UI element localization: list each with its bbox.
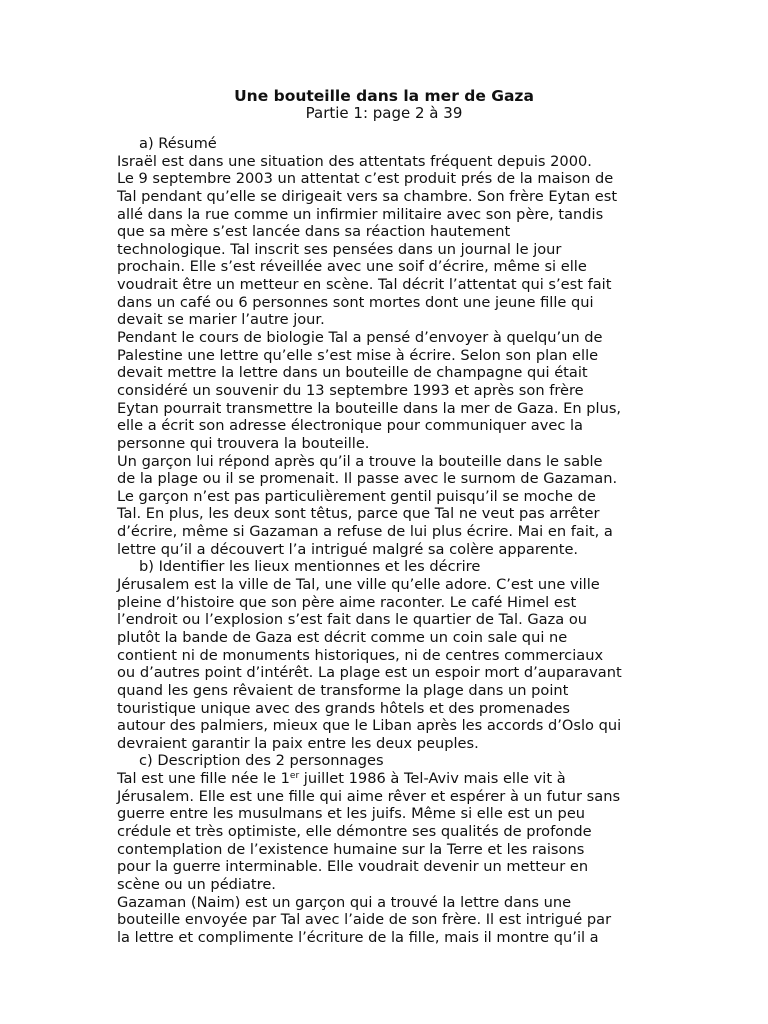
text-line: Eytan pourrait transmettre la bouteille dans la mer de Gaza. En plus, bbox=[117, 399, 622, 417]
text-line: allé dans la rue comme un infirmier militaire avec son père, tandis bbox=[117, 205, 604, 223]
section-heading-resume: a) Résumé bbox=[139, 135, 217, 152]
text-line: Le garçon n’est pas particulièrement gentil puisqu’il se moche de bbox=[117, 487, 596, 505]
text-line: personne qui trouvera la bouteille. bbox=[117, 434, 370, 452]
text-line: bouteille envoyée par Tal avec l’aide de son frère. Il est intrigué par bbox=[117, 911, 612, 929]
text-line: l’endroit ou l’explosion s’est fait dans le quartier de Tal. Gaza ou bbox=[117, 611, 588, 629]
section-heading-personnages: c) Description des 2 personnages bbox=[139, 752, 384, 770]
document-body bbox=[117, 135, 657, 946]
text-segment: Tal est une fille née le 1 bbox=[117, 770, 290, 788]
section-heading-lieux: b) Identifier les lieux mentionnes et les décrire bbox=[139, 558, 481, 576]
text-line: plutôt la bande de Gaza est décrit comme un coin sale qui ne bbox=[117, 628, 568, 646]
text-line: quand les gens rêvaient de transforme la plage dans un point bbox=[117, 681, 569, 699]
text-line: lettre qu’il a découvert l’a intrigué malgré sa colère apparente. bbox=[117, 540, 579, 558]
text-line: contemplation de l’existence humaine sur la Terre et les raisons bbox=[117, 840, 585, 858]
text-line: que sa mère s’est lancée dans sa réaction hautement bbox=[117, 223, 511, 241]
text-line: elle a écrit son adresse électronique pour communiquer avec la bbox=[117, 417, 583, 435]
text-line: autour des palmiers, mieux que le Liban après les accords d’Oslo qui bbox=[117, 717, 622, 735]
text-line: voudrait être un metteur en scène. Tal décrit l’attentat qui s’est fait bbox=[117, 276, 612, 294]
text-line: ou d’autres point d’intérêt. La plage est un espoir mort d’auparavant bbox=[117, 664, 622, 682]
text-line: pour la guerre interminable. Elle voudrait devenir un metteur en bbox=[117, 858, 589, 876]
text-line: de la plage ou il se promenait. Il passe avec le surnom de Gazaman. bbox=[117, 470, 618, 488]
text-line: Tal pendant qu’elle se dirigeait vers sa chambre. Son frère Eytan est bbox=[117, 187, 618, 205]
text-line-birthdate bbox=[117, 770, 657, 788]
text-line: scène ou un pédiatre. bbox=[117, 875, 276, 893]
text-line: guerre entre les musulmans et les juifs. Même si elle est un peu bbox=[117, 805, 586, 823]
text-segment: juillet 1986 à Tel-Aviv mais elle vit à bbox=[299, 770, 566, 788]
text-line: prochain. Elle s’est réveillée avec une soif d’écrire, même si elle bbox=[117, 258, 587, 276]
text-line: Un garçon lui répond après qu’il a trouve la bouteille dans le sable bbox=[117, 452, 603, 470]
text-line: considéré un souvenir du 13 septembre 1993 et après son frère bbox=[117, 381, 584, 399]
text-line: contient ni de monuments historiques, ni de centres commerciaux bbox=[117, 646, 604, 664]
text-line: Tal. En plus, les deux sont têtus, parce que Tal ne veut pas arrêter bbox=[117, 505, 600, 523]
text-line: devait mettre la lettre dans un bouteille de champagne qui était bbox=[117, 364, 588, 382]
text-line: touristique unique avec des grands hôtels et des promenades bbox=[117, 699, 570, 717]
text-line: dans un café ou 6 personnes sont mortes dont une jeune fille qui bbox=[117, 293, 594, 311]
text-line: Jérusalem. Elle est une fille qui aime rêver et espérer à un futur sans bbox=[117, 787, 621, 805]
ordinal-superscript: er bbox=[289, 771, 300, 782]
text-line: technologique. Tal inscrit ses pensées dans un journal le jour bbox=[117, 240, 562, 258]
text-line: Palestine une lettre qu’elle s’est mise à écrire. Selon son plan elle bbox=[117, 346, 599, 364]
text-line: d’écrire, même si Gazaman a refuse de lui plus écrire. Mai en fait, a bbox=[117, 523, 613, 541]
text-line: Gazaman (Naim) est un garçon qui a trouvé la lettre dans une bbox=[117, 893, 572, 911]
document-subtitle: Partie 1: page 2 à 39 bbox=[305, 104, 463, 122]
text-line: devraient garantir la paix entre les deux peuples. bbox=[117, 734, 479, 752]
text-line: devait se marier l’autre jour. bbox=[117, 311, 325, 329]
document-title: Une bouteille dans la mer de Gaza bbox=[234, 87, 534, 105]
text-line: Pendant le cours de biologie Tal a pensé d’envoyer à quelqu’un de bbox=[117, 329, 603, 347]
text-line: Israël est dans une situation des attentats fréquent depuis 2000. bbox=[117, 152, 592, 170]
text-line: la lettre et complimente l’écriture de la fille, mais il montre qu’il a bbox=[117, 928, 599, 946]
text-line: Jérusalem est la ville de Tal, une ville qu’elle adore. C’est une ville bbox=[117, 576, 600, 594]
text-line: pleine d’histoire que son père aime raconter. Le café Himel est bbox=[117, 593, 577, 611]
text-line: crédule et très optimiste, elle démontre ses qualités de profonde bbox=[117, 822, 592, 840]
text-line: Le 9 septembre 2003 un attentat c’est produit prés de la maison de bbox=[117, 170, 614, 188]
